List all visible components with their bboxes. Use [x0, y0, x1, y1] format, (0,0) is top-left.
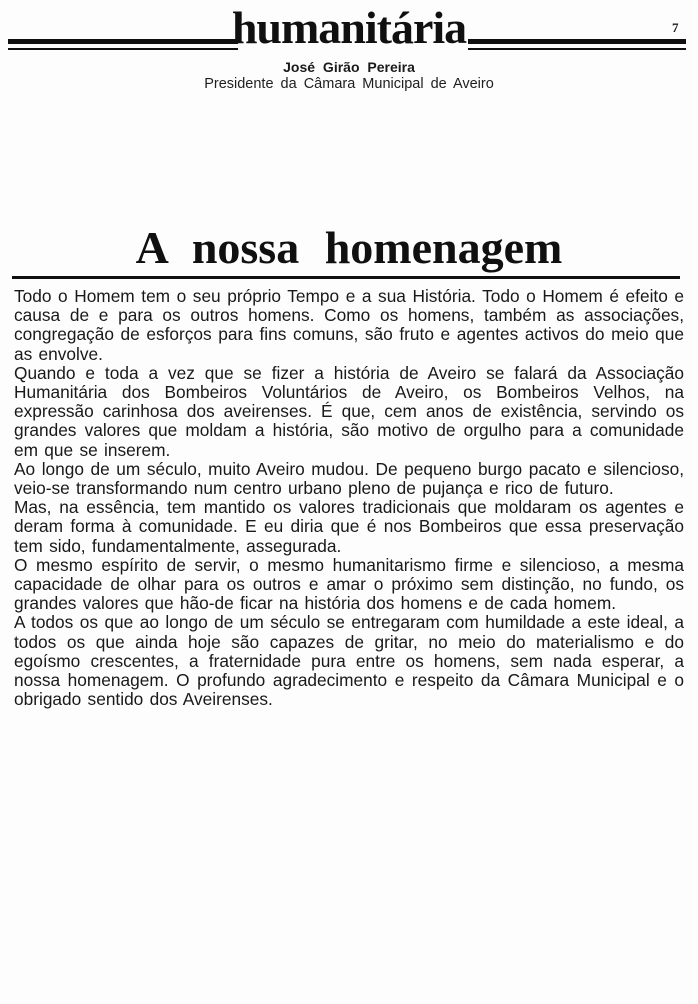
article-paragraph: Ao longo de um século, muito Aveiro mudou. De pequeno burgo pacato e silencioso, veio-se transformando num centro urbano pleno de pujança e rico de futuro. [14, 458, 684, 499]
author-role: Presidente da Câmara Municipal de Aveiro [204, 76, 494, 92]
page-number: 7 [672, 20, 679, 35]
article-paragraph: Todo o Homem tem o seu próprio Tempo e a sua História. Todo o Homem é efeito e causa de e para os outros homens. Como os homens, também as associações, congregação de esforços para fins comuns, são fruto e agentes activos do meio que as envolve. [14, 286, 684, 364]
author-name: José Girão Pereira [283, 59, 415, 75]
article-body [14, 287, 684, 709]
article-heading: A nossa homenagem [135, 222, 563, 273]
heading-divider [12, 276, 680, 279]
masthead [0, 0, 698, 100]
article-paragraph: Quando e toda a vez que se fizer a história de Aveiro se falará da Associação Humanitária dos Bombeiros Voluntários de Aveiro, os Bombeiros Velhos, na expressão carinhosa dos aveirenses. É que, cem anos de existência, servindo os grandes valores que moldam a história, são motivo de orgulho para a comunidade em que se inserem. [14, 362, 684, 460]
publication-title: humanitária [231, 2, 467, 53]
article-paragraph: O mesmo espírito de servir, o mesmo humanitarismo firme e silencioso, a mesma capacidade de olhar para os outros e amar o próximo sem distinção, no fundo, os grandes valores que hão-de ficar na história dos homens e de cada homem. [14, 554, 684, 614]
article-paragraph: Mas, na essência, tem mantido os valores tradicionais que moldaram os agentes e deram forma à comunidade. E eu diria que é nos Bombeiros que essa preservação tem sido, fundamentalmente, assegurada. [14, 497, 684, 556]
article-paragraph: A todos os que ao longo de um século se entregaram com humildade a este ideal, a todos os que ainda hoje são capazes de gritar, no meio do materialismo e do egoísmo crescentes, a fraternidade pura entre os homens, sem nada esperar, a nossa homenagem. O profundo agradecimento e respeito da Câmara Municipal e o obrigado sentido dos Aveirenses. [14, 612, 684, 710]
